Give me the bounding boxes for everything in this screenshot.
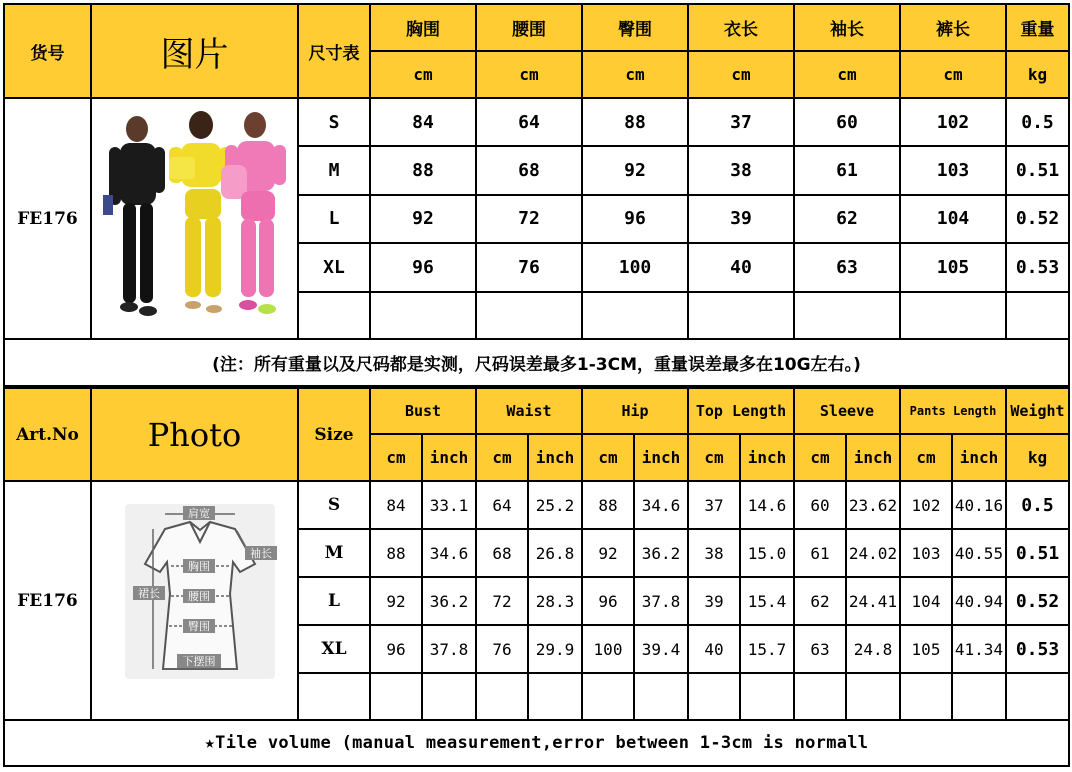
cell: 100 (582, 243, 688, 291)
empty-cell (370, 292, 476, 339)
empty-cell (422, 673, 476, 720)
header-code: 货号 (4, 4, 91, 98)
cell: 60 (794, 481, 846, 529)
cell: 36.2 (422, 577, 476, 625)
item-code: FE176 (4, 98, 91, 339)
cell: 33.1 (422, 481, 476, 529)
cell: 37.8 (634, 577, 688, 625)
size-table-english (3, 387, 1070, 767)
unit-inch: inch (634, 434, 688, 481)
unit-cell: cm (476, 51, 582, 98)
cell: 40 (688, 625, 740, 673)
diagram-label-bust: 胸围 (187, 559, 210, 573)
empty-cell (1006, 673, 1069, 720)
cell: 41.34 (952, 625, 1006, 673)
cell: 88 (370, 146, 476, 194)
garment-diagram (91, 481, 298, 720)
cell: 102 (900, 481, 952, 529)
cell: 68 (476, 529, 528, 577)
cell: 92 (582, 146, 688, 194)
size-label-en: XL (298, 625, 370, 673)
diagram-label-hem: 下摆围 (182, 654, 215, 668)
header-bust-en: Bust (370, 388, 476, 434)
empty-cell (688, 292, 794, 339)
header-hip-en: Hip (582, 388, 688, 434)
cell: 64 (476, 481, 528, 529)
cell: 39.4 (634, 625, 688, 673)
unit-cell: cm (688, 51, 794, 98)
cell: 104 (900, 577, 952, 625)
cell: 104 (900, 195, 1006, 243)
cell: 37 (688, 481, 740, 529)
diagram-label-shoulder: 肩宽 (187, 506, 210, 520)
product-photo (91, 98, 298, 339)
header-sleeve: 袖长 (794, 4, 900, 51)
cell: 64 (476, 98, 582, 146)
size-label-en: M (298, 529, 370, 577)
header-art-no: Art.No (4, 388, 91, 481)
size-label: M (298, 146, 370, 194)
cell: 60 (794, 98, 900, 146)
cell: 0.52 (1006, 577, 1069, 625)
item-code-en: FE176 (4, 481, 91, 720)
cell: 84 (370, 98, 476, 146)
cell: 0.53 (1006, 625, 1069, 673)
unit-inch: inch (846, 434, 900, 481)
cell: 61 (794, 529, 846, 577)
unit-cell: kg (1006, 51, 1069, 98)
footer-note: ★Tile volume (manual measurement,error between 1-3cm is normall (4, 720, 1069, 766)
header-hip: 臀围 (582, 4, 688, 51)
cell: 61 (794, 146, 900, 194)
cell: 28.3 (528, 577, 582, 625)
cell: 63 (794, 243, 900, 291)
cell: 62 (794, 195, 900, 243)
cell: 23.62 (846, 481, 900, 529)
cell: 100 (582, 625, 634, 673)
cell: 68 (476, 146, 582, 194)
header-photo: 图片 (91, 4, 298, 98)
header-pants-length-en: Pants Length (900, 388, 1006, 434)
unit-cell: cm (794, 51, 900, 98)
unit-cm: cm (582, 434, 634, 481)
cell: 105 (900, 625, 952, 673)
cell: 0.53 (1006, 243, 1069, 291)
header-photo-en: Photo (91, 388, 298, 481)
cell: 36.2 (634, 529, 688, 577)
empty-cell (476, 673, 528, 720)
cell: 76 (476, 243, 582, 291)
empty-cell (634, 673, 688, 720)
empty-cell (794, 673, 846, 720)
diagram-label-waist: 腰围 (187, 589, 210, 603)
empty-cell (370, 673, 422, 720)
cell: 96 (582, 577, 634, 625)
header-waist: 腰围 (476, 4, 582, 51)
unit-kg: kg (1006, 434, 1069, 481)
size-table-chinese (3, 3, 1070, 387)
cell: 38 (688, 146, 794, 194)
cell: 25.2 (528, 481, 582, 529)
empty-cell (1006, 292, 1069, 339)
header-bust: 胸围 (370, 4, 476, 51)
header-size-en: Size (298, 388, 370, 481)
cell: 84 (370, 481, 422, 529)
empty-cell (846, 673, 900, 720)
cell: 63 (794, 625, 846, 673)
cell: 88 (582, 98, 688, 146)
unit-cell: cm (900, 51, 1006, 98)
header-weight-en: Weight (1006, 388, 1069, 434)
cell: 15.4 (740, 577, 794, 625)
cell: 37.8 (422, 625, 476, 673)
empty-cell (476, 292, 582, 339)
cell: 0.5 (1006, 98, 1069, 146)
empty-cell (298, 673, 370, 720)
cell: 76 (476, 625, 528, 673)
header-pants-length: 裤长 (900, 4, 1006, 51)
header-top-length: 衣长 (688, 4, 794, 51)
cell: 0.51 (1006, 146, 1069, 194)
models-photo-icon (95, 99, 295, 334)
empty-cell (582, 292, 688, 339)
cell: 29.9 (528, 625, 582, 673)
empty-cell (900, 673, 952, 720)
header-weight: 重量 (1006, 4, 1069, 51)
cell: 88 (582, 481, 634, 529)
unit-cm: cm (794, 434, 846, 481)
diagram-label-length: 裙长 (137, 586, 160, 600)
cell: 105 (900, 243, 1006, 291)
bottom-table-body (4, 481, 1069, 766)
cell: 39 (688, 195, 794, 243)
cell: 102 (900, 98, 1006, 146)
cell: 40.16 (952, 481, 1006, 529)
empty-cell (582, 673, 634, 720)
unit-inch: inch (952, 434, 1006, 481)
empty-cell (528, 673, 582, 720)
cell: 62 (794, 577, 846, 625)
empty-cell (900, 292, 1006, 339)
cell: 96 (370, 625, 422, 673)
cell: 92 (370, 577, 422, 625)
cell: 14.6 (740, 481, 794, 529)
cell: 26.8 (528, 529, 582, 577)
cell: 103 (900, 146, 1006, 194)
cell: 96 (582, 195, 688, 243)
empty-cell (794, 292, 900, 339)
cell: 24.02 (846, 529, 900, 577)
measurement-note: (注：所有重量以及尺码都是实测，尺码误差最多1-3CM，重量误差最多在10G左右。) (4, 339, 1069, 386)
cell: 24.41 (846, 577, 900, 625)
cell: 92 (582, 529, 634, 577)
cell: 0.52 (1006, 195, 1069, 243)
empty-cell (952, 673, 1006, 720)
header-top-length-en: Top Length (688, 388, 794, 434)
cell: 15.0 (740, 529, 794, 577)
unit-inch: inch (740, 434, 794, 481)
unit-cell: cm (582, 51, 688, 98)
diagram-label-hip: 臀围 (187, 619, 210, 633)
cell: 37 (688, 98, 794, 146)
dress-diagram-icon (95, 484, 295, 714)
cell: 96 (370, 243, 476, 291)
size-label: S (298, 98, 370, 146)
cell: 88 (370, 529, 422, 577)
cell: 24.8 (846, 625, 900, 673)
empty-cell (688, 673, 740, 720)
size-label-en: S (298, 481, 370, 529)
cell: 38 (688, 529, 740, 577)
unit-cm: cm (688, 434, 740, 481)
header-waist-en: Waist (476, 388, 582, 434)
cell: 39 (688, 577, 740, 625)
unit-cm: cm (900, 434, 952, 481)
cell: 72 (476, 195, 582, 243)
size-label: XL (298, 243, 370, 291)
unit-inch: inch (528, 434, 582, 481)
unit-cell: cm (370, 51, 476, 98)
cell: 15.7 (740, 625, 794, 673)
size-label-en: L (298, 577, 370, 625)
diagram-label-sleeve: 袖长 (249, 546, 272, 560)
unit-cm: cm (370, 434, 422, 481)
empty-cell (740, 673, 794, 720)
cell: 0.51 (1006, 529, 1069, 577)
cell: 103 (900, 529, 952, 577)
cell: 72 (476, 577, 528, 625)
cell: 0.5 (1006, 481, 1069, 529)
cell: 40.94 (952, 577, 1006, 625)
header-size: 尺寸表 (298, 4, 370, 98)
cell: 34.6 (634, 481, 688, 529)
unit-inch: inch (422, 434, 476, 481)
cell: 40 (688, 243, 794, 291)
header-sleeve-en: Sleeve (794, 388, 900, 434)
cell: 92 (370, 195, 476, 243)
size-label: L (298, 195, 370, 243)
empty-cell (298, 292, 370, 339)
cell: 34.6 (422, 529, 476, 577)
cell: 40.55 (952, 529, 1006, 577)
unit-cm: cm (476, 434, 528, 481)
